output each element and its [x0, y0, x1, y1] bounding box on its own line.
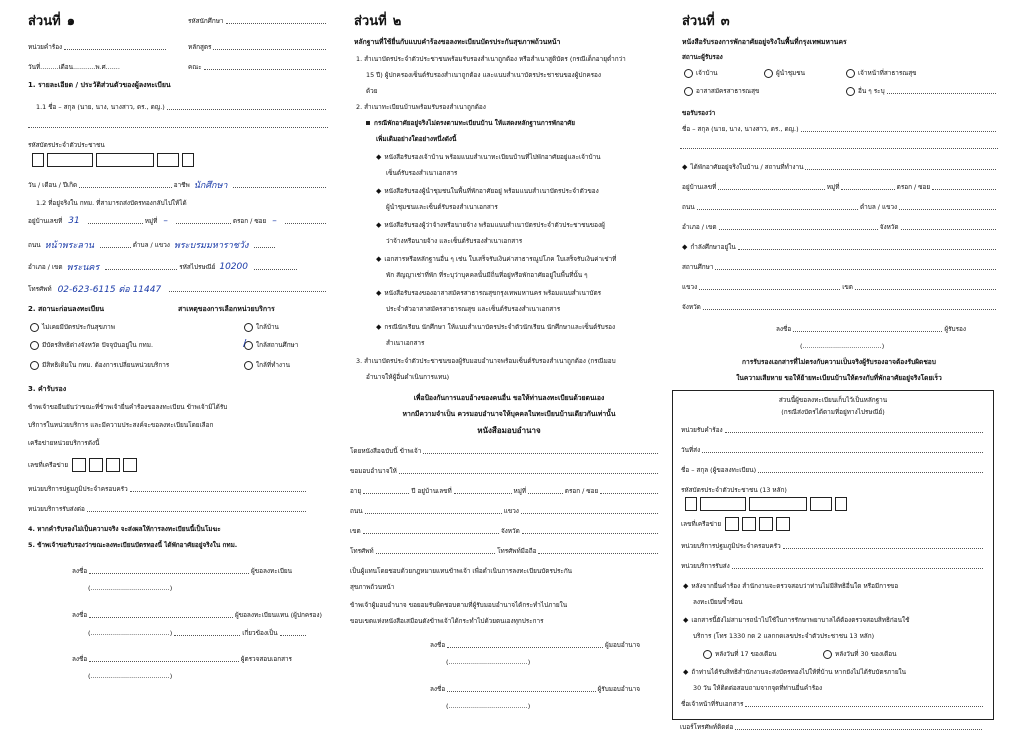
- doc-text-cont: เซ็นต์รับรองสำเนาเอกสาร: [386, 169, 458, 177]
- network-digit-box[interactable]: [759, 517, 773, 531]
- doc-text-cont: ว่าจ้างหรือนายจ้าง และเซ็นต์รับรองสำเนาเอกสาร: [386, 237, 523, 245]
- postal-value[interactable]: 10200: [219, 262, 248, 272]
- heading-personal-info: 1. รายละเอียด / ประวัติส่วนตัวของผู้ลงทะเบียน: [28, 81, 171, 89]
- declaration-line: บริการในหน่วยบริการ และมีความประสงค์จะขอลงทะเบียนโดยเลือก: [28, 421, 214, 429]
- poa-label: เขต: [350, 527, 361, 535]
- sig-role: ผู้ตรวจสอบเอกสาร: [240, 655, 292, 663]
- status-option-label: ไม่เคยมีบัตรประกันสุขภาพ: [42, 323, 115, 331]
- receipt-title: ส่วนนี้ผู้ขอลงทะเบียนเก็บไว้เป็นหลักฐาน: [778, 396, 888, 404]
- citizen-digit-box[interactable]: [157, 153, 179, 167]
- section-label: ส่วนที่: [28, 14, 61, 29]
- receipt-citizen-label: รหัสบัตรประจำตัวประชาชน (13 หลัก): [681, 486, 787, 494]
- heading-reason: สาเหตุของการเลือกหน่วยบริการ: [178, 305, 275, 313]
- diamond-bullet-icon: ◆: [376, 255, 382, 263]
- evidence-item-3: 3. สำเนาบัตรประจำตัวประชาชนของผู้รับมอบอำนาจพร้อมเซ็นต์รับรองสำเนาถูกต้อง (กรณีมอบ: [356, 357, 616, 365]
- receipt-name-field[interactable]: [681, 465, 985, 475]
- certifier-option-health-staff[interactable]: [846, 68, 917, 78]
- doc-text: หนังสือรับรองผู้ว่าจ้างหรือนายจ้าง พร้อมแนบสำเนาบัตรประจำตัวประชาชนของผู้: [384, 221, 605, 229]
- road-label: ถนน: [28, 241, 41, 249]
- radio-icon[interactable]: [244, 323, 253, 332]
- field-label: จังหวัด: [682, 303, 701, 311]
- poa-title: หนังสือมอบอำนาจ: [477, 426, 541, 435]
- evidence-doc-3: [376, 220, 605, 230]
- receipt-primary-field[interactable]: [681, 541, 985, 551]
- house-label: อยู่บ้านเลขที่: [28, 217, 63, 225]
- citizen-digit-box[interactable]: [96, 153, 154, 167]
- status-option-1[interactable]: [30, 322, 115, 332]
- field-label: แขวง: [682, 283, 698, 291]
- note-text: เอกสารนี้ยังไม่สามารถนำไปใช้ในการรักษาพยาบาลได้ต้องตรวจสอบสิทธิก่อนใช้: [691, 616, 910, 624]
- amphoe-label: อำเภอ / เขต: [28, 263, 63, 271]
- diamond-bullet-icon: ◆: [683, 668, 689, 676]
- receipt-unit-field[interactable]: [681, 425, 985, 435]
- amphoe-row: [28, 260, 328, 274]
- option-label: อาสาสมัครสาธารณสุข: [696, 87, 760, 95]
- section-number: ๓: [720, 14, 730, 29]
- name-label: ชื่อ – สกุล (นาย, นาง, นางสาว, ดร., ดญ.): [682, 125, 799, 133]
- reason-option-label: ใกล้บ้าน: [256, 323, 279, 331]
- field-label: วันที่ส่ง: [681, 446, 701, 454]
- receipt-refer-field[interactable]: [681, 561, 985, 571]
- reason-option-3[interactable]: [244, 360, 290, 370]
- house-value[interactable]: 31: [68, 216, 80, 226]
- field-label: หน่วยรับคำร้อง: [681, 426, 723, 434]
- poa-text: เป็นผู้แทนโดยชอบด้วยกฎหมายแทนข้าพเจ้า เพื่อดำเนินการลงทะเบียนบัตรประกัน: [350, 567, 573, 575]
- citizen-digit-box[interactable]: [47, 153, 93, 167]
- field-label: ตรอก / ซอย: [896, 183, 931, 191]
- citizen-digit-box[interactable]: [835, 497, 847, 511]
- sig-role: ผู้ขอลงทะเบียนแทน (ผู้ปกครอง): [234, 611, 322, 619]
- option-label: เจ้าบ้าน: [696, 69, 718, 77]
- diamond-bullet-icon: ◆: [376, 221, 382, 229]
- poa-grantor[interactable]: [350, 446, 660, 456]
- reason-option-2[interactable]: [243, 337, 299, 350]
- reside-road-row[interactable]: [682, 202, 998, 212]
- field-label: ชื่อเจ้าหน้าที่รับเอกสาร: [681, 700, 744, 708]
- certifier-option-other[interactable]: [846, 86, 998, 96]
- radio-icon[interactable]: [703, 650, 712, 659]
- tambon-value[interactable]: พระบรมมหาราชวัง: [173, 241, 249, 251]
- evidence-item-2: 2. สำเนาทะเบียนบ้านพร้อมรับรองสำเนาถูกต้อง: [356, 103, 486, 111]
- network-label: เลขที่เครือข่าย: [28, 461, 69, 469]
- option-label: หลังวันที่ 30 ของเดือน: [835, 650, 897, 658]
- tambon-label: ตำบล / แขวง: [132, 241, 170, 249]
- radio-icon[interactable]: [846, 87, 855, 96]
- field-label: อยู่บ้านเลขที่: [682, 183, 717, 191]
- school-field[interactable]: [682, 262, 998, 272]
- field-label: ชื่อ – สกุล (ผู้ขอลงทะเบียน): [681, 466, 757, 474]
- poa-address-row[interactable]: [350, 486, 660, 496]
- student-id-field[interactable]: [188, 16, 328, 26]
- reside-title: [682, 162, 998, 172]
- evidence-item-3-cont: อำนาจให้ผู้อื่นดำเนินการแทน): [366, 373, 450, 381]
- evidence-item-1-cont: ด้วย: [366, 87, 378, 95]
- field-label: หมู่ที่: [826, 183, 840, 191]
- panel-section-3: [680, 10, 998, 731]
- signature-grantee[interactable]: [430, 684, 640, 694]
- sig-name-parens[interactable]: (.......................................): [446, 658, 531, 666]
- dob-occupation-row: [28, 178, 328, 192]
- receipt-note-3: [683, 667, 906, 677]
- field-label: ถนน: [682, 203, 695, 211]
- radio-icon[interactable]: [30, 341, 39, 350]
- doc-text-cont: สำเนาเอกสาร: [386, 339, 425, 347]
- field-label: ตำบล / แขวง: [860, 203, 898, 211]
- sign-label: ลงชื่อ: [72, 655, 88, 663]
- course-field[interactable]: [188, 42, 328, 52]
- poa-label: จังหวัด: [500, 527, 520, 535]
- reside-house-row[interactable]: [682, 182, 998, 192]
- receipt-note-1: [683, 581, 898, 591]
- sig-name-parens[interactable]: (.......................................): [88, 672, 173, 680]
- option-label: อื่น ๆ ระบุ: [858, 87, 885, 95]
- heading-status: 2. สถานะก่อนลงทะเบียน: [28, 305, 104, 313]
- occupation-label: อาชีพ: [173, 181, 190, 189]
- receipt-date-field[interactable]: [681, 445, 985, 455]
- citizen-digit-box[interactable]: [685, 497, 697, 511]
- evidence-item-1: 1. สำเนาบัตรประจำตัวประชาชนพร้อมรับรองสำเนาถูกต้อง หรือสำเนาสูติบัตร (กรณีเด็กอายุต่ำกว่า: [356, 55, 626, 63]
- note-4: 4. หากคำรับรองไม่เป็นความจริง จะส่งผลให้การลงทะเบียนนี้เป็นโมฆะ: [28, 525, 221, 533]
- poa-label: โทรศัพท์มือถือ: [497, 547, 537, 555]
- note-text-cont: บริการ (โทร 1330 กด 2 แลกกดเลขประจำตัวประชาชน 13 หลัก): [693, 632, 875, 640]
- doc-text: เอกสารหรือหลักฐานอื่น ๆ เช่น ใบเสร็จรับเงินค่าสาธารณูปโภค ใบเสร็จรับเงินค่าเช่าที่: [384, 255, 617, 263]
- dob-input[interactable]: [79, 182, 172, 188]
- signature-checker[interactable]: [72, 654, 292, 664]
- diamond-bullet-icon: ◆: [682, 163, 688, 171]
- evidence-bullet-main: [366, 118, 575, 128]
- status-option-2[interactable]: [30, 340, 153, 350]
- school-province-row[interactable]: [682, 302, 998, 312]
- sign-label: ลงชื่อ: [776, 325, 792, 333]
- phone-row: [28, 282, 328, 296]
- name-field[interactable]: [36, 102, 328, 112]
- radio-icon[interactable]: [764, 69, 773, 78]
- radio-icon[interactable]: [684, 87, 693, 96]
- sig-relation[interactable]: (.......................................) เกี่ยวข้องเป็น: [88, 628, 308, 638]
- doc-text: หนังสือรับรองผู้นำชุมชนในพื้นที่พักอาศัยอยู่ พร้อมแนบสำเนาบัตรประจำตัวของ: [384, 187, 599, 195]
- field-label: เลขที่เครือข่าย: [681, 520, 722, 528]
- sign-label: ลงชื่อ: [430, 685, 446, 693]
- certifier-option-volunteer[interactable]: [684, 86, 759, 96]
- radio-icon[interactable]: [244, 361, 253, 370]
- poa-label: หมู่ที่: [513, 487, 527, 495]
- declaration-line: ข้าพเจ้าขอยืนยันว่าขณะที่ข้าพเจ้ายื่นคำร้องขอลงทะเบียน ข้าพเจ้ามิได้รับ: [28, 403, 228, 411]
- option-label: หลังวันที่ 17 ของเดือน: [715, 650, 777, 658]
- sig-name-parens[interactable]: (.......................................): [88, 584, 173, 592]
- moo-label: หมู่ที่: [144, 217, 158, 225]
- poa-label: อายุ: [350, 487, 362, 495]
- field-label: หน่วยบริการปฐมภูมิประจำครอบครัว: [681, 542, 781, 550]
- diamond-bullet-icon: ◆: [376, 323, 382, 331]
- receipt-citizen-boxes[interactable]: [685, 497, 847, 511]
- network-digit-box[interactable]: [776, 517, 790, 531]
- section-1-header: [28, 10, 75, 31]
- poa-text: ข้าพเจ้าผู้มอบอำนาจ ขอยอมรับผิดชอบตามที่ผู้รับมอบอำนาจได้กระทำไปภายใน: [350, 601, 568, 609]
- network-boxes[interactable]: [72, 458, 137, 472]
- sign-label: ลงชื่อ: [72, 611, 88, 619]
- poa-label: ถนน: [350, 507, 363, 515]
- moo-value[interactable]: –: [163, 216, 168, 226]
- network-digit-box[interactable]: [725, 517, 739, 531]
- amphoe-value[interactable]: พระนคร: [66, 263, 100, 273]
- field-label: เขต: [842, 283, 853, 291]
- doc-text: กรณีนักเรียน นักศึกษา ให้แนบสำเนาบัตรประจำตัวนักเรียน นักศึกษาและเซ็นต์รับรอง: [384, 323, 616, 331]
- diamond-bullet-icon: ◆: [683, 616, 689, 624]
- section-2-header: [354, 10, 401, 31]
- signature-certifier[interactable]: [776, 324, 966, 334]
- option-label: เจ้าหน้าที่สาธารณสุข: [858, 69, 917, 77]
- house-row: [28, 216, 328, 226]
- field-label: เบอร์โทรศัพท์ติดต่อ: [680, 723, 734, 731]
- poa-label: โทรศัพท์: [350, 547, 374, 555]
- radio-checked-icon[interactable]: /: [244, 341, 253, 350]
- bullet-text-cont: เพิ่มเติมอย่างใดอย่างหนึ่งดังนี้: [376, 135, 457, 143]
- sign-label: ลงชื่อ: [72, 567, 88, 575]
- citizen-id-label: รหัสบัตรประจำตัวประชาชน: [28, 141, 105, 149]
- receipt-note-2: [683, 615, 909, 625]
- evidence-doc-2: [376, 186, 599, 196]
- doc-text-cont: ผู้นำชุมชนและเซ็นต์รับรองสำเนาเอกสาร: [386, 203, 498, 211]
- note-text-cont: 30 วัน ให้ติดต่อสอบถามจากจุดที่ท่านยื่นคำร้อง: [693, 684, 823, 692]
- certifier-option-owner[interactable]: [684, 68, 718, 78]
- section-label: ส่วนที่: [682, 14, 715, 29]
- occupation-value[interactable]: นักศึกษา: [193, 181, 228, 191]
- poa-grantee[interactable]: [350, 466, 660, 476]
- road-value[interactable]: หน้าพระลาน: [44, 241, 95, 251]
- doc-text-cont: พัก สัญญาเช่าที่พัก ที่ระบุว่าบุคคลนั้นมีถิ่นที่อยู่หรือพักอาศัยอยู่ในพื้นที่นั้น ๆ: [386, 271, 588, 279]
- field-label: จังหวัด: [879, 223, 899, 231]
- network-digit-box[interactable]: [742, 517, 756, 531]
- sig-name-parens[interactable]: (.......................................): [800, 342, 885, 350]
- certify-label: ขอรับรองว่า: [682, 109, 716, 117]
- network-digit-box[interactable]: [72, 458, 86, 472]
- note-text-cont: ลงทะเบียนซ้ำซ้อน: [693, 598, 743, 606]
- soi-label: ตรอก / ซอย: [232, 217, 267, 225]
- course-label: หลักสูตร: [188, 43, 212, 51]
- poa-road-row[interactable]: [350, 506, 660, 516]
- heading-declaration: 3. คำรับรอง: [28, 385, 67, 393]
- doc-text-cont: ประจำตัวอาสาสมัครสาธารณสุข และเซ็นต์รับรองสำเนาเอกสาร: [386, 305, 561, 313]
- status-option-3[interactable]: [30, 360, 169, 370]
- receipt-subtitle: (กรณีส่งบัตรได้ตามที่อยู่ทางไปรษณีย์): [781, 408, 885, 416]
- address-title: 1.2 ที่อยู่จริงใน กทม. ที่สามารถส่งบัตรทองกลับไปให้ได้: [36, 199, 187, 207]
- note-5: 5. ข้าพเจ้าขอรับรองว่าขณะลงทะเบียนบัตรทองนี้ ได้พักอาศัยอยู่จริงใน กทม.: [28, 541, 238, 549]
- date-field[interactable]: [28, 62, 178, 72]
- option-label: ผู้นำชุมชน: [776, 69, 805, 77]
- check-after-30[interactable]: [823, 649, 896, 659]
- name-continuation-line: [680, 148, 998, 149]
- doc-text: หนังสือรับรองของอาสาสมัครสาธารณสุขกรุงเทพมหานคร พร้อมแนบสำเนาบัตร: [384, 289, 602, 297]
- postal-label: รหัสไปรษณีย์: [179, 263, 216, 271]
- date-label: วันที่.........เดือน...........พ.ศ.......: [28, 63, 120, 71]
- diamond-bullet-icon: ◆: [376, 187, 382, 195]
- reason-option-1[interactable]: [244, 322, 279, 332]
- poa-label: ตรอก / ซอย: [564, 487, 599, 495]
- radio-icon[interactable]: [823, 650, 832, 659]
- radio-icon[interactable]: [846, 69, 855, 78]
- doc-text: หนังสือรับรองเจ้าบ้าน พร้อมแนบสำเนาทะเบียนบ้านที่ไปพักอาศัยอยู่และเจ้าบ้าน: [384, 153, 601, 161]
- phone-label: โทรศัพท์: [28, 285, 52, 293]
- reason-option-label: ใกล้ที่ทำงาน: [256, 361, 290, 369]
- citizen-digit-box[interactable]: [749, 497, 807, 511]
- network-digit-box[interactable]: [123, 458, 137, 472]
- citizen-digit-box[interactable]: [32, 153, 44, 167]
- section-label: ส่วนที่: [354, 14, 387, 29]
- field-label: อำเภอ / เขต: [682, 223, 717, 231]
- relation-label: เกี่ยวข้องเป็น: [242, 629, 278, 637]
- diamond-bullet-icon: ◆: [683, 582, 689, 590]
- evidence-doc-5: [376, 288, 601, 298]
- soi-value[interactable]: –: [272, 216, 277, 226]
- network-digit-box[interactable]: [89, 458, 103, 472]
- warning-note-2: หากมีความจำเป็น ควรมอบอำนาจให้บุคคลในทะเบียนบ้านเดียวกันเท่านั้น: [402, 410, 616, 418]
- receipt-staff-field[interactable]: [681, 699, 985, 709]
- primary-unit-field[interactable]: [28, 484, 308, 494]
- citizen-digit-box[interactable]: [700, 497, 746, 511]
- network-digit-box[interactable]: [106, 458, 120, 472]
- declaration-line: เครือข่ายหน่วยบริการดังนี้: [28, 439, 100, 447]
- poa-label: ปี อยู่บ้านเลขที่: [411, 487, 452, 495]
- school-title-label: กำลังศึกษาอยู่ใน: [690, 243, 736, 251]
- poa-text: สุขภาพถ้วนหน้า: [350, 583, 395, 591]
- school-title: [682, 242, 998, 252]
- status-option-label: มีบัตรสิทธิต่างจังหวัด ปัจจุบันอยู่ใน กทม.: [42, 341, 153, 349]
- sig-role: ผู้รับมอบอำนาจ: [597, 685, 640, 693]
- unit-label: หน่วยคำร้อง: [28, 43, 63, 51]
- evidence-title: หลักฐานที่ใช้ยื่นกับแบบคำร้องขอลงทะเบียนบัตรประกันสุขภาพถ้วนหน้า: [354, 38, 561, 46]
- warning-note-1: เพื่อป้องกันการแอบอ้างของคนอื่น ขอให้ท่านลงทะเบียนด้วยตนเอง: [413, 394, 605, 402]
- diamond-bullet-icon: ◆: [376, 153, 382, 161]
- sig-role: ผู้รับรอง: [944, 325, 966, 333]
- field-label: สถานศึกษา: [682, 263, 714, 271]
- citizen-digit-box[interactable]: [182, 153, 194, 167]
- warning-line-1: การรับรองเอกสารที่ไม่ตรงกับความเป็นจริงผู้รับรองอาจต้องรับผิดชอบ: [742, 358, 936, 366]
- poa-label: แขวง: [503, 507, 519, 515]
- faculty-field[interactable]: [188, 62, 328, 72]
- radio-icon[interactable]: [30, 323, 39, 332]
- bullet-text: กรณีพักอาศัยอยู่จริงไม่ตรงตามทะเบียนบ้าน ให้แสดงหลักฐานการพักอาศัย: [374, 119, 576, 127]
- evidence-doc-6: [376, 322, 615, 332]
- name-label: 1.1 ชื่อ – สกุล (นาย, นาง, นางสาว, ดร., ดญ.): [36, 103, 165, 111]
- signature-applicant[interactable]: [72, 566, 292, 576]
- network-boxes[interactable]: [725, 517, 790, 531]
- poa-label: โดยหนังสือฉบับนี้ ข้าพเจ้า: [350, 447, 422, 455]
- name-continuation-line: [28, 127, 328, 128]
- section-3-header: [682, 10, 730, 31]
- section-number: ๑: [66, 14, 75, 29]
- unit-field[interactable]: [28, 42, 168, 52]
- dob-label: วัน / เดือน / ปีเกิด: [28, 181, 78, 189]
- panel-section-2: [350, 10, 668, 720]
- diamond-bullet-icon: ◆: [376, 289, 382, 297]
- reason-option-label: ใกล้สถานศึกษา: [256, 341, 299, 349]
- faculty-label: คณะ: [188, 63, 202, 71]
- citizen-digit-box[interactable]: [810, 497, 832, 511]
- field-label: หน่วยบริการรับส่ง: [681, 562, 730, 570]
- reside-label: ได้พักอาศัยอยู่จริงในบ้าน / สถานที่ทำงาน: [690, 163, 804, 171]
- primary-unit-label: หน่วยบริการปฐมภูมิประจำครอบครัว: [28, 485, 128, 493]
- radio-icon[interactable]: [684, 69, 693, 78]
- sig-name-parens[interactable]: (.......................................): [446, 702, 531, 710]
- radio-icon[interactable]: [30, 361, 39, 370]
- citizen-id-boxes[interactable]: [32, 153, 194, 167]
- signature-guardian[interactable]: [72, 610, 322, 620]
- poa-label: ขอมอบอำนาจให้: [350, 467, 397, 475]
- reside-district-row[interactable]: [682, 222, 998, 232]
- panel-section-1: [28, 10, 328, 720]
- refer-unit-label: หน่วยบริการรับส่งต่อ: [28, 505, 85, 513]
- warning-line-2: ในความเสียหาย ขอให้ย้ายทะเบียนบ้านให้ตรงกับที่พักอาศัยอยู่จริงโดยเร็ว: [736, 374, 942, 382]
- certified-name-field[interactable]: [682, 124, 998, 134]
- sign-label: ลงชื่อ: [430, 641, 446, 649]
- school-district-row[interactable]: [682, 282, 998, 292]
- poa-text: ขอบเขตแห่งหนังสือเสมือนดังข้าพเจ้าได้กระทำไปด้วยตนเองทุกประการ: [350, 617, 544, 625]
- receipt-network-field: [681, 517, 790, 531]
- network-field: [28, 458, 137, 472]
- applicant-receipt-box: [672, 390, 994, 720]
- student-id-label: รหัสนักศึกษา: [188, 17, 224, 25]
- residence-cert-title: หนังสือรับรองการพักอาศัยอยู่จริงในพื้นที่กรุงเทพมหานคร: [682, 38, 847, 46]
- phone-value[interactable]: 02-623-6115 ต่อ 11447: [57, 285, 162, 295]
- refer-unit-field[interactable]: [28, 504, 308, 514]
- evidence-doc-1: [376, 152, 601, 162]
- sig-role: ผู้มอบอำนาจ: [605, 641, 640, 649]
- poa-phone-row[interactable]: [350, 546, 660, 556]
- evidence-item-1-cont: 15 ปี) ผู้ปกครองเซ็นต์รับรองสำเนาถูกต้อง และแนบสำเนาบัตรประชาชนของผู้ปกครอง: [366, 71, 602, 79]
- certifier-status-label: สถานะผู้รับรอง: [682, 53, 723, 61]
- check-after-17[interactable]: [703, 649, 776, 659]
- signature-grantor[interactable]: [430, 640, 640, 650]
- evidence-doc-4: [376, 254, 616, 264]
- poa-district-row[interactable]: [350, 526, 660, 536]
- section-number: ๒: [392, 14, 402, 29]
- diamond-bullet-icon: ◆: [682, 243, 688, 251]
- note-text: หลังจากยื่นคำร้อง สำนักงานจะตรวจสอบว่าท่านไม่มีสิทธิอื่นใด หรือมีการขอ: [691, 582, 899, 590]
- certifier-option-leader[interactable]: [764, 68, 805, 78]
- sig-role: ผู้ขอลงทะเบียน: [251, 567, 292, 575]
- status-option-label: มีสิทธิเดิมใน กทม. ต้องการเปลี่ยนหน่วยบริการ: [42, 361, 170, 369]
- road-row: [28, 238, 328, 252]
- note-text: ถ้าท่านได้รับสิทธิสำนักงานจะส่งบัตรทองไปให้ที่บ้าน หากยังไม่ได้รับบัตรภายใน: [691, 668, 907, 676]
- square-bullet-icon: [366, 121, 370, 125]
